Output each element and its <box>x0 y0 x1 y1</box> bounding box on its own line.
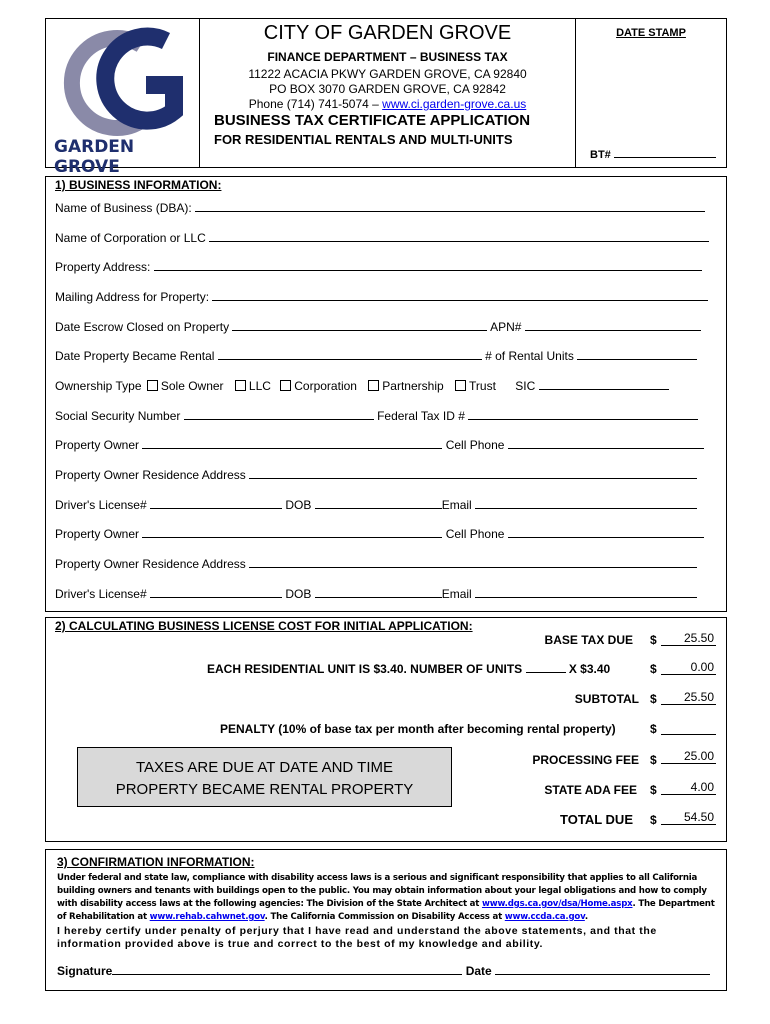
phone-text: Phone (714) 741-5074 – <box>248 97 383 111</box>
sole-owner-label: Sole Owner <box>160 379 224 393</box>
signature-field[interactable] <box>112 964 462 975</box>
processing-amount[interactable]: 25.00 <box>661 749 716 764</box>
website-link[interactable]: www.ci.garden-grove.ca.us <box>382 97 527 111</box>
property-owner-row-2[interactable] <box>55 527 704 541</box>
signature-label: Signature <box>57 964 113 978</box>
dob-label: DOB <box>285 498 312 512</box>
section3-title: 3) CONFIRMATION INFORMATION: <box>57 855 255 869</box>
owner-residence-label: Property Owner Residence Address <box>55 468 246 482</box>
drivers-license-label: Driver's License# <box>55 498 147 512</box>
ownership-type-row <box>55 379 669 393</box>
ssn-fedtax-row[interactable] <box>55 409 698 423</box>
date-stamp-box <box>575 18 727 168</box>
name-of-business-field[interactable] <box>55 201 705 215</box>
signature-row <box>57 964 710 978</box>
each-unit-row <box>207 662 610 676</box>
disability-paragraph <box>57 872 719 924</box>
bt-number-field[interactable] <box>590 147 716 161</box>
phone-line <box>200 97 575 111</box>
base-tax-label: BASE TAX DUE <box>544 633 633 647</box>
fed-tax-label: Federal Tax ID # <box>377 409 465 423</box>
date-field[interactable] <box>495 964 710 975</box>
email-label-2: Email <box>441 587 472 601</box>
tax-due-notice <box>77 747 452 807</box>
x-rate-label: X $3.40 <box>568 662 611 676</box>
form-subtitle: FOR RESIDENTIAL RENTALS AND MULTI-UNITS <box>214 132 513 147</box>
name-of-corp-field[interactable] <box>55 231 709 245</box>
llc-label: LLC <box>248 379 271 393</box>
para-text-3: . The California Commission on Disability Access at <box>264 912 505 922</box>
para-text-2: . The Department of Rehabilitation at <box>57 899 715 922</box>
license-dob-email-row-2[interactable] <box>55 587 697 601</box>
section2-title: 2) CALCULATING BUSINESS LICENSE COST FOR INITIAL APPLICATION: <box>55 619 473 633</box>
partnership-label: Partnership <box>382 379 444 393</box>
date-escrow-label: Date Escrow Closed on Property <box>55 320 230 334</box>
subtotal-amount[interactable]: 25.50 <box>661 690 716 705</box>
rehab-link[interactable]: www.rehab.cahwnet.gov <box>149 912 265 922</box>
ccda-link[interactable]: www.ccda.ca.gov <box>504 912 585 922</box>
partnership-checkbox[interactable] <box>368 380 379 391</box>
logo-box <box>45 18 200 177</box>
trust-label: Trust <box>469 379 496 393</box>
escrow-apn-row[interactable] <box>55 320 701 334</box>
base-tax-amount[interactable]: 25.50 <box>661 631 716 646</box>
state-ada-amount[interactable]: 4.00 <box>661 780 716 795</box>
total-due-label: TOTAL DUE <box>560 812 633 827</box>
certify-statement: I hereby certify under penalty of perjury that I have read and understand the above statements, and that the information provided above is true and correct to the best of my knowledge and ability. <box>57 925 657 950</box>
email-label: Email <box>441 498 472 512</box>
subtotal-dollar: $ <box>650 692 657 706</box>
address-line-2: PO BOX 3070 GARDEN GROVE, CA 92842 <box>269 82 506 96</box>
apn-label: APN# <box>490 320 522 334</box>
cell-phone-label: Cell Phone <box>445 438 505 452</box>
drivers-license-label-2: Driver's License# <box>55 587 147 601</box>
property-address-label: Property Address: <box>55 260 151 274</box>
city-title: CITY OF GARDEN GROVE <box>263 22 512 44</box>
units-dollar: $ <box>650 662 657 676</box>
notice-line-2: PROPERTY BECAME RENTAL PROPERTY <box>115 781 414 798</box>
mailing-address-field[interactable] <box>55 290 708 304</box>
title-box <box>199 18 576 168</box>
sic-label: SIC <box>515 379 536 393</box>
dgs-link[interactable]: www.dgs.ca.gov/dsa/Home.aspx <box>481 899 633 909</box>
corporation-label: Corporation <box>294 379 357 393</box>
date-rental-label: Date Property Became Rental <box>55 349 215 363</box>
total-dollar: $ <box>650 813 657 827</box>
sic-field[interactable] <box>539 379 669 390</box>
property-owner-row-1[interactable] <box>55 438 704 452</box>
total-amount[interactable]: 54.50 <box>661 810 716 825</box>
processing-fee-label: PROCESSING FEE <box>532 753 639 767</box>
base-tax-dollar: $ <box>650 633 657 647</box>
owner-residence-label-2: Property Owner Residence Address <box>55 557 246 571</box>
ssn-label: Social Security Number <box>55 409 181 423</box>
notice-line-1: TAXES ARE DUE AT DATE AND TIME <box>135 759 393 776</box>
owner-residence-row-1[interactable] <box>55 468 697 482</box>
property-owner-label: Property Owner <box>55 438 140 452</box>
llc-checkbox[interactable] <box>235 380 246 391</box>
processing-dollar: $ <box>650 753 657 767</box>
penalty-dollar: $ <box>650 722 657 736</box>
corporation-checkbox[interactable] <box>280 380 291 391</box>
address-line-1: 11222 ACACIA PKWY GARDEN GROVE, CA 92840 <box>248 67 527 81</box>
bt-label: BT# <box>590 149 611 161</box>
dob-label-2: DOB <box>285 587 312 601</box>
num-units-label: # of Rental Units <box>485 349 574 363</box>
ownership-type-label: Ownership Type <box>55 379 142 393</box>
mailing-address-label: Mailing Address for Property: <box>55 290 210 304</box>
property-address-field[interactable] <box>55 260 702 274</box>
name-of-business-label: Name of Business (DBA): <box>55 201 192 215</box>
logo-text: GARDEN GROVE <box>54 137 135 177</box>
each-unit-label: EACH RESIDENTIAL UNIT IS $3.40. NUMBER OF UNITS <box>207 662 523 676</box>
para-text-1: Under federal and state law, compliance with disability access laws is a serious and significant responsibility that applies to all California building owners and tenants with buildings open to the public. You may obtain information about your legal obligations and how to comply with disability access laws at the following agencies: The Division of the State Architect at <box>57 873 707 909</box>
license-dob-email-row-1[interactable] <box>55 498 697 512</box>
name-of-corp-label: Name of Corporation or LLC <box>55 231 206 245</box>
cell-phone-label-2: Cell Phone <box>445 527 505 541</box>
units-amount[interactable]: 0.00 <box>661 660 716 675</box>
garden-grove-logo <box>46 23 199 143</box>
date-label: Date <box>465 964 492 978</box>
section1-title: 1) BUSINESS INFORMATION: <box>55 178 222 192</box>
state-ada-dollar: $ <box>650 783 657 797</box>
state-ada-label: STATE ADA FEE <box>544 783 637 797</box>
form-title: BUSINESS TAX CERTIFICATE APPLICATION <box>214 112 531 129</box>
department: FINANCE DEPARTMENT – BUSINESS TAX <box>267 50 508 64</box>
subtotal-label: SUBTOTAL <box>574 692 639 706</box>
trust-checkbox[interactable] <box>455 380 466 391</box>
date-stamp-label: DATE STAMP <box>616 27 686 39</box>
sole-owner-checkbox[interactable] <box>147 380 158 391</box>
rental-date-units-row[interactable] <box>55 349 697 363</box>
units-count-field[interactable] <box>526 662 566 673</box>
para-text-4: . <box>584 912 588 922</box>
owner-residence-row-2[interactable] <box>55 557 697 571</box>
penalty-label: PENALTY (10% of base tax per month after becoming rental property) <box>220 722 616 736</box>
penalty-amount[interactable] <box>661 720 716 735</box>
property-owner-label-2: Property Owner <box>55 527 140 541</box>
